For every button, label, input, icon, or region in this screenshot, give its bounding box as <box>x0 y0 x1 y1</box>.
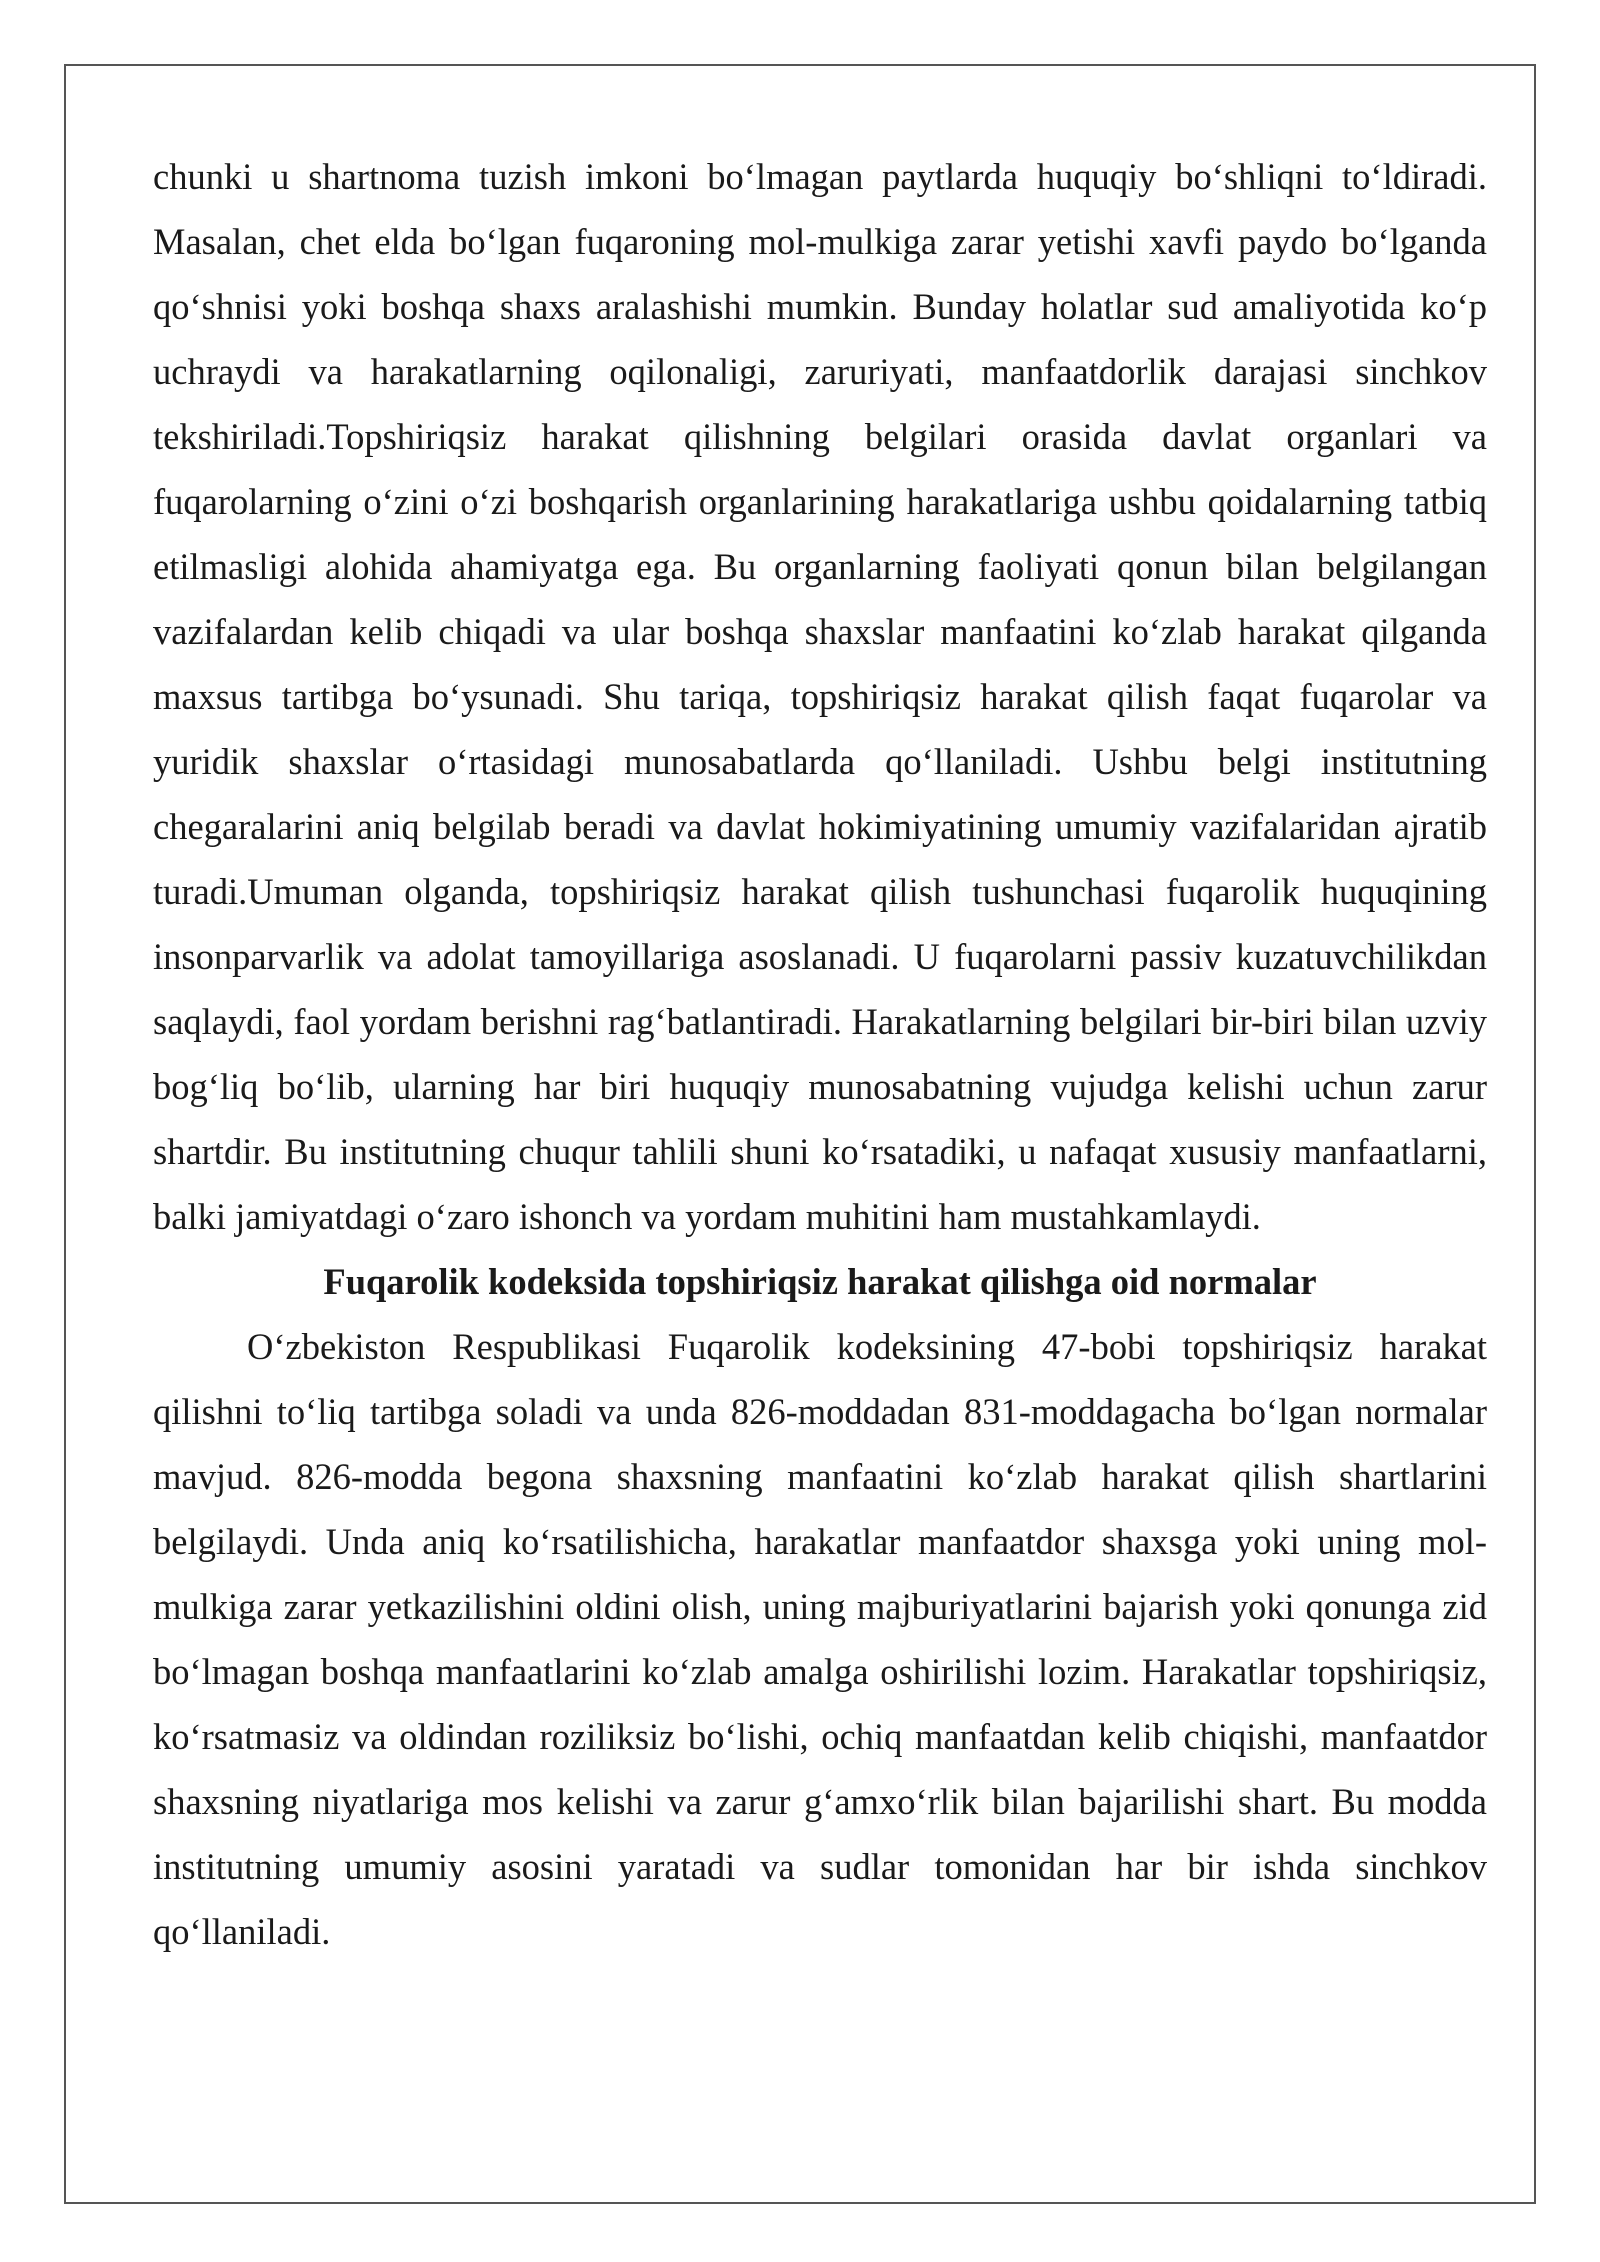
body-paragraph-2: Oʻzbekiston Respublikasi Fuqarolik kodeksining 47-bobi topshiriqsiz harakat qilishni toʻliq tartibga soladi va unda 826-moddadan 831-moddagacha boʻlgan normalar mavjud. 826-modda begona shaxsning manfaatini koʻzlab harakat qilish shartlarini belgilaydi. Unda aniq koʻrsatilishicha, harakatlar manfaatdor shaxsga yoki uning mol-mulkiga zarar yetkazilishini oldini olish, uning majburiyatlarini bajarish yoki qonunga zid boʻlmagan boshqa manfaatlarini koʻzlab amalga oshirilishi lozim. Harakatlar topshiriqsiz, koʻrsatmasiz va oldindan roziliksiz boʻlishi, ochiq manfaatdan kelib chiqishi, manfaatdor shaxsning niyatlariga mos kelishi va zarur gʻamxoʻrlik bilan bajarilishi shart. Bu modda institutning umumiy asosini yaratadi va sudlar tomonidan har bir ishda sinchkov qoʻllaniladi. <box>153 1326 1487 1952</box>
document-body <box>153 144 1487 1964</box>
body-paragraph-1: chunki u shartnoma tuzish imkoni boʻlmagan paytlarda huquqiy boʻshliqni toʻldiradi. Masalan, chet elda boʻlgan fuqaroning mol-mulkiga zarar yetishi xavfi paydo boʻlganda qoʻshnisi yoki boshqa shaxs aralashishi mumkin. Bunday holatlar sud amaliyotida koʻp uchraydi va harakatlarning oqilonaligi, zaruriyati, manfaatdorlik darajasi sinchkov tekshiriladi.Topshiriqsiz harakat qilishning belgilari orasida davlat organlari va fuqarolarning oʻzini oʻzi boshqarish organlarining harakatlariga ushbu qoidalarning tatbiq etilmasligi alohida ahamiyatga ega. Bu organlarning faoliyati qonun bilan belgilangan vazifalardan kelib chiqadi va ular boshqa shaxslar manfaatini koʻzlab harakat qilganda maxsus tartibga boʻysunadi. Shu tariqa, topshiriqsiz harakat qilish faqat fuqarolar va yuridik shaxslar oʻrtasidagi munosabatlarda qoʻllaniladi. Ushbu belgi institutning chegaralarini aniq belgilab beradi va davlat hokimiyatining umumiy vazifalaridan ajratib turadi.Umuman olganda, topshiriqsiz harakat qilish tushunchasi fuqarolik huquqining insonparvarlik va adolat tamoyillariga asoslanadi. U fuqarolarni passiv kuzatuvchilikdan saqlaydi, faol yordam berishni ragʻbatlantiradi. Harakatlarning belgilari bir-biri bilan uzviy bogʻliq boʻlib, ularning har biri huquqiy munosabatning vujudga kelishi uchun zarur shartdir. Bu institutning chuqur tahlili shuni koʻrsatadiki, u nafaqat xususiy manfaatlarni, balki jamiyatdagi oʻzaro ishonch va yordam muhitini ham mustahkamlaydi. <box>153 156 1487 1237</box>
section-heading: Fuqarolik kodeksida topshiriqsiz harakat qilishga oid normalar <box>323 1261 1317 1302</box>
